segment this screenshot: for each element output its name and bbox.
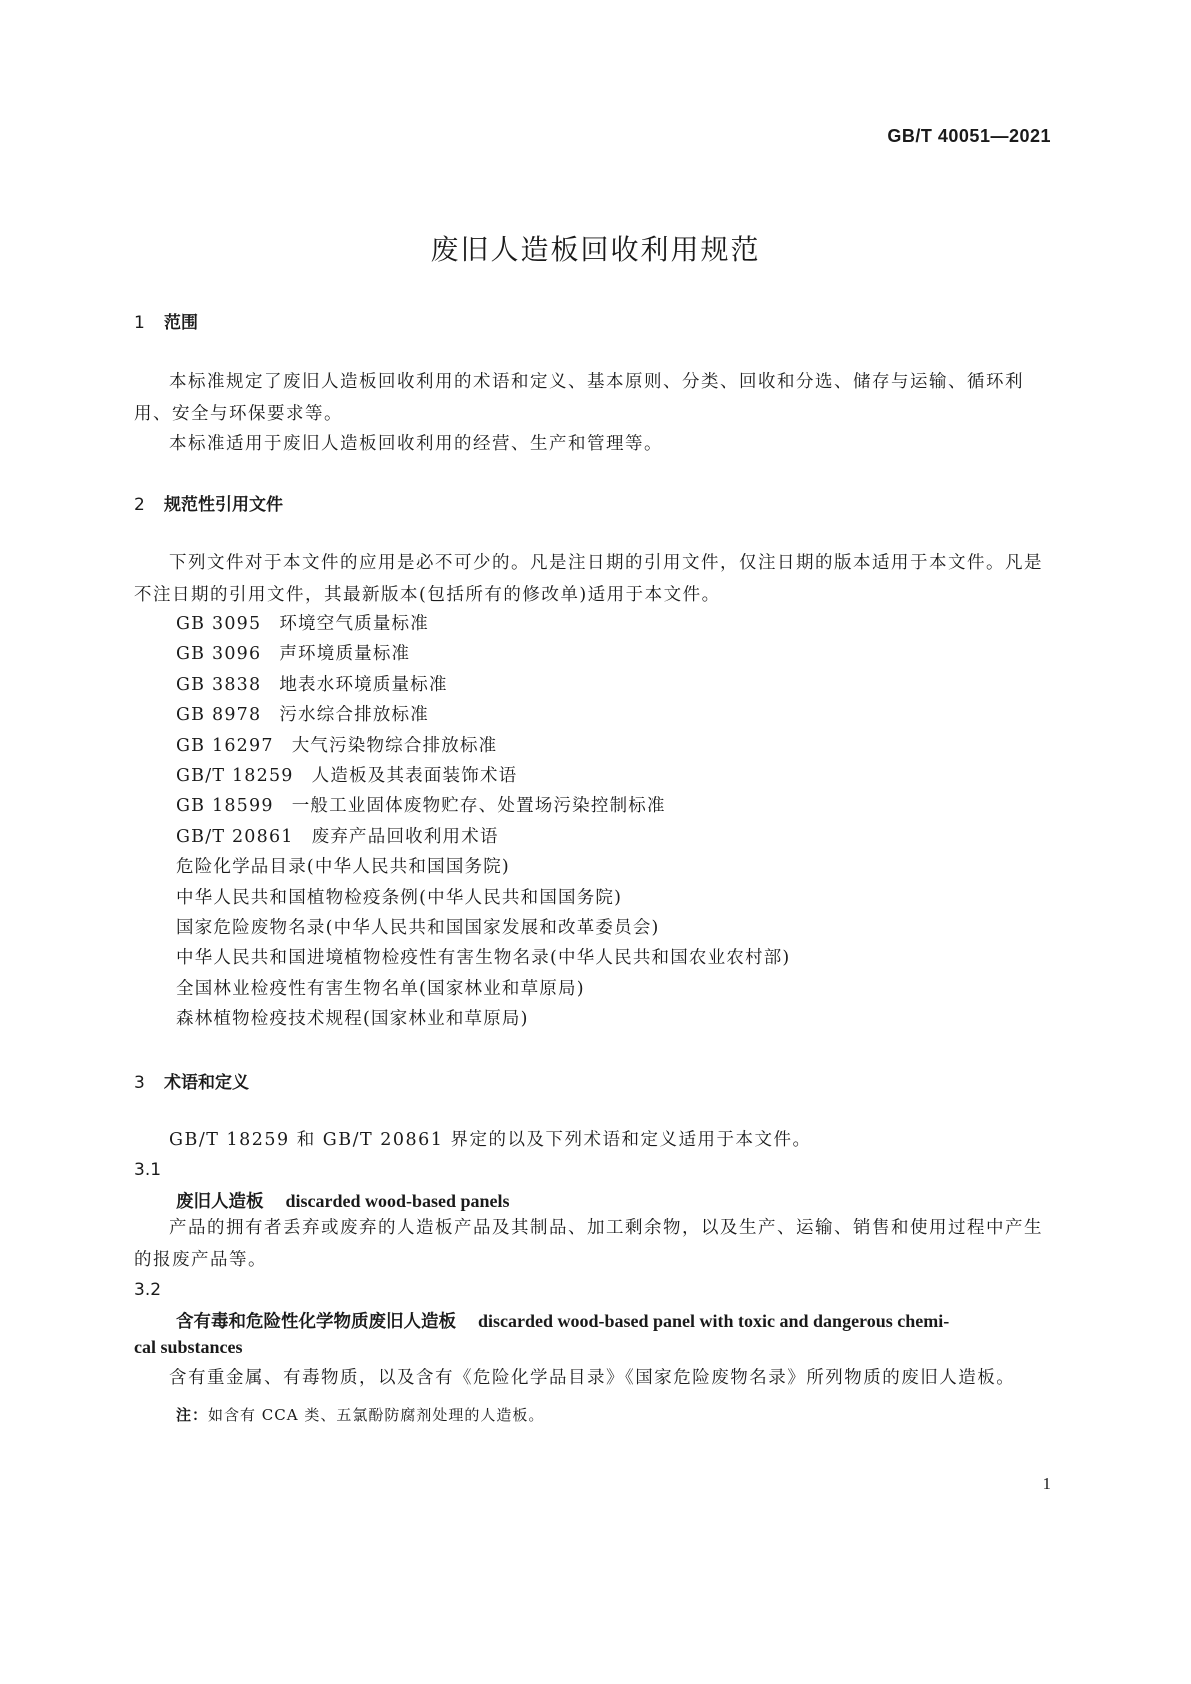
reference-code: GB 18599 [176, 796, 274, 817]
standard-code: GB/T 40051—2021 [887, 126, 1051, 146]
section-1-heading [134, 308, 198, 333]
term-3-2 [176, 1308, 949, 1333]
reference-item [176, 975, 585, 1000]
reference-title: 一般工业固体废物贮存、处置场污染控制标准 [291, 796, 666, 817]
reference-title: 中华人民共和国植物检疫条例(中华人民共和国国务院) [176, 887, 623, 908]
reference-title: 污水综合排放标准 [279, 705, 429, 726]
section-title: 规范性引用文件 [164, 495, 283, 515]
section-3-heading [134, 1068, 249, 1093]
reference-code: GB 3096 [176, 644, 262, 665]
section-1-paragraph-2: 本标准适用于废旧人造板回收利用的经营、生产和管理等。 [169, 434, 663, 454]
reference-item [176, 610, 429, 635]
term-chinese: 废旧人造板 [176, 1192, 264, 1212]
reference-title: 环境空气质量标准 [279, 614, 429, 634]
reference-title: 废弃产品回收利用术语 [311, 826, 499, 847]
reference-title: 声环境质量标准 [279, 644, 411, 665]
section-number: 3 [134, 1073, 145, 1093]
section-2-intro: 下列文件对于本文件的应用是必不可少的。凡是注日期的引用文件，仅注日期的版本适用于本文件。凡是不注日期的引用文件，其最新版本(包括所有的修改单)适用于本文件。 [134, 553, 1043, 605]
term-english-line-2: cal substances [134, 1337, 243, 1357]
reference-item [176, 884, 622, 909]
term-3-1 [176, 1188, 510, 1213]
term-3-1-definition: 产品的拥有者丢弃或废弃的人造板产品及其制品、加工剩余物，以及生产、运输、销售和使用过程中产生的报废产品等。 [134, 1218, 1043, 1270]
section-1-paragraph-1: 本标准规定了废旧人造板回收利用的术语和定义、基本原则、分类、回收和分选、储存与运输、循环利用、安全与环保要求等。 [134, 372, 1024, 424]
reference-item [176, 823, 499, 848]
reference-title: 森林植物检疫技术规程(国家林业和草原局) [176, 1009, 529, 1030]
reference-item [176, 792, 666, 817]
reference-item [176, 701, 429, 726]
term-english: discarded wood-based panel with toxic and dangerous chemi- [478, 1311, 950, 1331]
note-text: 如含有 CCA 类、五氯酚防腐剂处理的人造板。 [208, 1406, 545, 1424]
reference-item [176, 853, 510, 878]
document-title: 废旧人造板回收利用规范 [430, 233, 761, 266]
reference-item [176, 762, 517, 787]
reference-code: GB 16297 [176, 735, 274, 756]
reference-item [176, 944, 790, 969]
reference-item [176, 1005, 529, 1030]
reference-code: GB 3095 [176, 614, 262, 634]
reference-title: 全国林业检疫性有害生物名单(国家林业和草原局) [176, 978, 585, 999]
term-3-1-number: 3.1 [134, 1160, 162, 1180]
reference-code: GB/T 18259 [176, 766, 294, 786]
reference-title: 大气污染物综合排放标准 [291, 735, 498, 756]
term-3-2-english-continued [134, 1337, 243, 1358]
reference-title: 地表水环境质量标准 [279, 674, 448, 695]
reference-title: 危险化学品目录(中华人民共和国国务院) [176, 857, 510, 878]
term-chinese: 含有毒和危险性化学物质废旧人造板 [176, 1312, 456, 1332]
term-3-2-note [176, 1404, 544, 1425]
reference-title: 人造板及其表面装饰术语 [311, 766, 518, 786]
reference-item [176, 914, 660, 939]
reference-item [176, 732, 497, 757]
section-2-heading [134, 490, 283, 515]
reference-item [176, 671, 448, 696]
term-english: discarded wood-based panels [285, 1191, 510, 1211]
note-label: 注： [176, 1406, 209, 1424]
reference-item [176, 640, 410, 665]
reference-code: GB 8978 [176, 705, 262, 726]
reference-code: GB 3838 [176, 674, 262, 695]
reference-code: GB/T 20861 [176, 826, 294, 847]
reference-title: 中华人民共和国进境植物检疫性有害生物名录(中华人民共和国农业农村部) [176, 948, 791, 969]
section-3-intro: GB/T 18259 和 GB/T 20861 界定的以及下列术语和定义适用于本文件。 [169, 1130, 812, 1150]
term-3-2-number: 3.2 [134, 1280, 162, 1300]
term-3-2-definition: 含有重金属、有毒物质，以及含有《危险化学品目录》《国家危险废物名录》所列物质的废旧人造板。 [169, 1368, 1016, 1388]
section-title: 术语和定义 [164, 1073, 249, 1093]
reference-title: 国家危险废物名录(中华人民共和国国家发展和改革委员会) [176, 918, 660, 938]
section-number: 2 [134, 495, 145, 515]
section-number: 1 [134, 313, 145, 333]
section-title: 范围 [164, 313, 198, 333]
page-number: 1 [1042, 1474, 1051, 1493]
